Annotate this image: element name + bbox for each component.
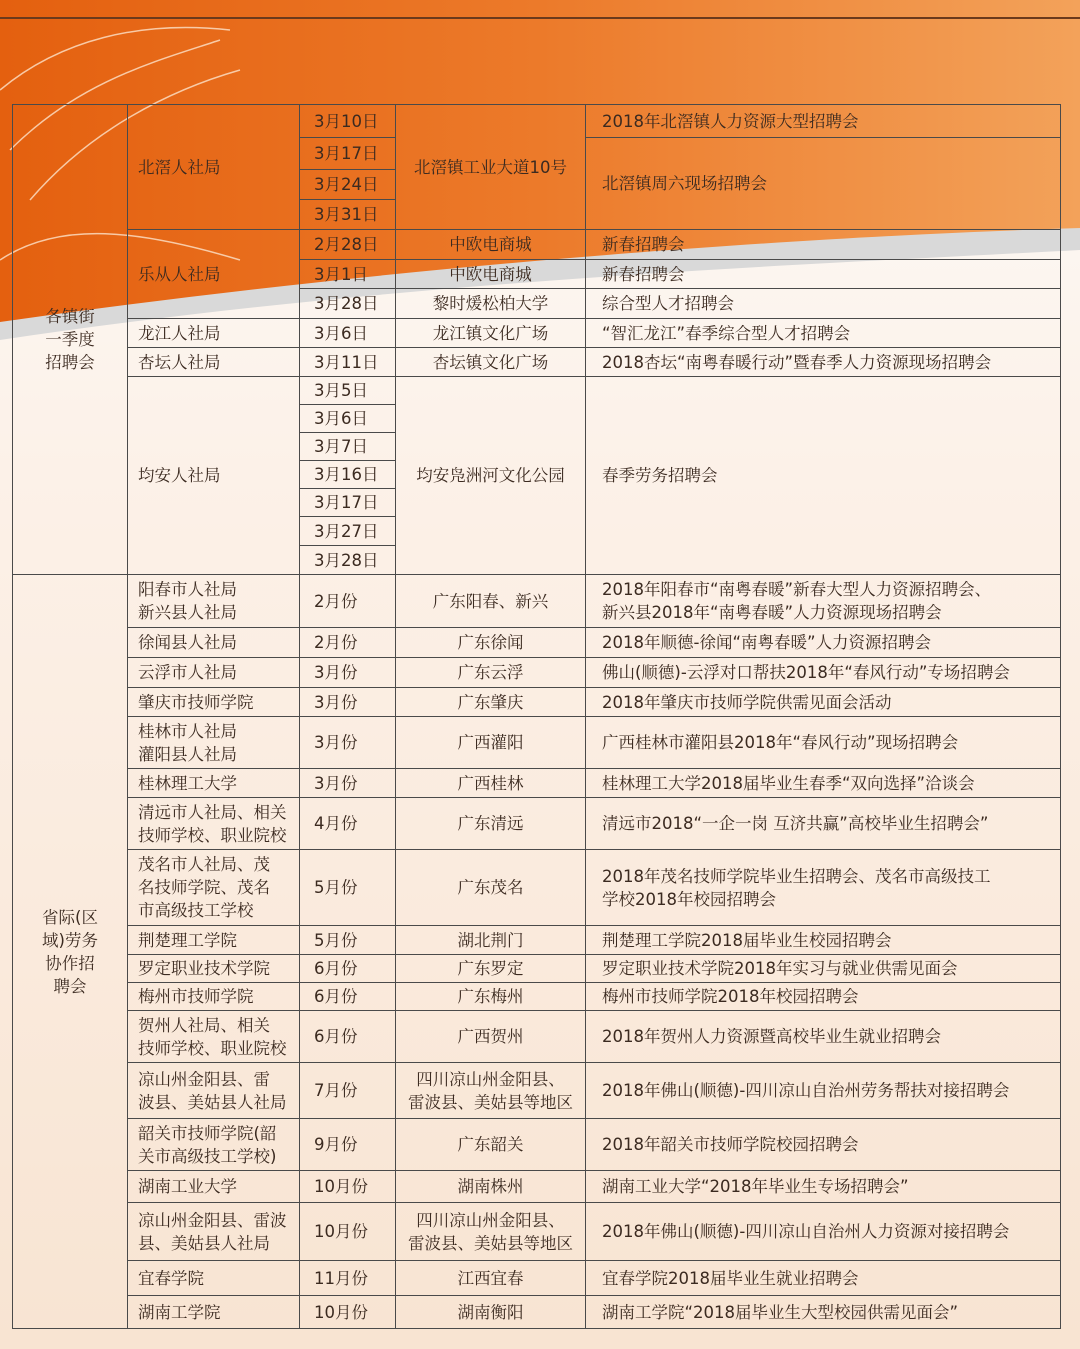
location-cell: 湖北荆门 <box>396 926 586 955</box>
location-cell: 广西桂林 <box>396 769 586 798</box>
event-name-cell: 2018年韶关市技师学院校园招聘会 <box>586 1119 1061 1171</box>
date-cell: 3月28日 <box>300 546 396 575</box>
table-row <box>13 1011 1061 1063</box>
event-name-cell: 宜春学院2018届毕业生就业招聘会 <box>586 1261 1061 1296</box>
location-cell: 杏坛镇文化广场 <box>396 348 586 377</box>
organizer-cell: 北滘人社局 <box>128 105 300 230</box>
date-cell: 3月份 <box>300 717 396 769</box>
date-cell: 6月份 <box>300 955 396 983</box>
organizer-cell: 罗定职业技术学院 <box>128 955 300 983</box>
date-cell: 3月7日 <box>300 433 396 461</box>
event-name-cell: 桂林理工大学2018届毕业生春季“双向选择”洽谈会 <box>586 769 1061 798</box>
table-row <box>13 319 1061 348</box>
organizer-cell: 均安人社局 <box>128 377 300 575</box>
date-cell: 6月份 <box>300 983 396 1011</box>
location-cell: 广东茂名 <box>396 850 586 926</box>
event-name-cell: 清远市2018“一企一岗 互济共赢”高校毕业生招聘会” <box>586 798 1061 850</box>
table-row <box>13 926 1061 955</box>
location-cell: 广东罗定 <box>396 955 586 983</box>
date-cell: 10月份 <box>300 1296 396 1329</box>
date-cell: 6月份 <box>300 1011 396 1063</box>
event-name-cell: 湖南工学院“2018届毕业生大型校园供需见面会” <box>586 1296 1061 1329</box>
event-name-cell: 2018年顺德-徐闻“南粤春暖”人力资源招聘会 <box>586 628 1061 658</box>
organizer-cell: 阳春市人社局 新兴县人社局 <box>128 575 300 628</box>
date-cell: 9月份 <box>300 1119 396 1171</box>
date-cell: 3月27日 <box>300 517 396 546</box>
recruitment-schedule-table <box>12 104 1061 1329</box>
location-cell: 江西宜春 <box>396 1261 586 1296</box>
table-row <box>13 688 1061 717</box>
event-name-cell: 湖南工业大学“2018年毕业生专场招聘会” <box>586 1171 1061 1203</box>
date-cell: 3月份 <box>300 688 396 717</box>
event-name-cell: 春季劳务招聘会 <box>586 377 1061 575</box>
table-row <box>13 717 1061 769</box>
table-row <box>13 955 1061 983</box>
date-cell: 3月5日 <box>300 377 396 405</box>
event-name-cell: 2018年贺州人力资源暨高校毕业生就业招聘会 <box>586 1011 1061 1063</box>
table-row <box>13 850 1061 926</box>
event-name-cell: 2018年佛山(顺德)-四川凉山自治州劳务帮扶对接招聘会 <box>586 1063 1061 1119</box>
location-cell: 广东梅州 <box>396 983 586 1011</box>
table-row <box>13 1119 1061 1171</box>
location-cell: 广东韶关 <box>396 1119 586 1171</box>
location-cell: 北滘镇工业大道10号 <box>396 105 586 230</box>
date-cell: 3月份 <box>300 769 396 798</box>
date-cell: 3月17日 <box>300 138 396 170</box>
event-name-cell: 广西桂林市灌阳县2018年“春风行动”现场招聘会 <box>586 717 1061 769</box>
table-row <box>13 230 1061 260</box>
event-name-cell: 新春招聘会 <box>586 260 1061 289</box>
organizer-cell: 荆楚理工学院 <box>128 926 300 955</box>
date-cell: 3月1日 <box>300 260 396 289</box>
event-name-cell: 2018杏坛“南粤春暖行动”暨春季人力资源现场招聘会 <box>586 348 1061 377</box>
table-row <box>13 1203 1061 1261</box>
event-name-cell: 2018年肇庆市技师学院供需见面会活动 <box>586 688 1061 717</box>
table-row <box>13 769 1061 798</box>
header-rule <box>0 17 1080 19</box>
date-cell: 2月份 <box>300 575 396 628</box>
date-cell: 2月28日 <box>300 230 396 260</box>
organizer-cell: 凉山州金阳县、雷波 县、美姑县人社局 <box>128 1203 300 1261</box>
table-row <box>13 575 1061 628</box>
date-cell: 3月10日 <box>300 105 396 138</box>
location-cell: 广东云浮 <box>396 658 586 688</box>
organizer-cell: 杏坛人社局 <box>128 348 300 377</box>
date-cell: 3月28日 <box>300 289 396 319</box>
location-cell: 广东徐闻 <box>396 628 586 658</box>
organizer-cell: 茂名市人社局、茂 名技师学院、茂名 市高级技工学校 <box>128 850 300 926</box>
date-cell: 7月份 <box>300 1063 396 1119</box>
organizer-cell: 韶关市技师学院(韶 关市高级技工学校) <box>128 1119 300 1171</box>
table-row <box>13 628 1061 658</box>
location-cell: 四川凉山州金阳县、 雷波县、美姑县等地区 <box>396 1063 586 1119</box>
table-row <box>13 798 1061 850</box>
organizer-cell: 徐闻县人社局 <box>128 628 300 658</box>
organizer-cell: 云浮市人社局 <box>128 658 300 688</box>
date-cell: 3月16日 <box>300 461 396 489</box>
location-cell: 广东肇庆 <box>396 688 586 717</box>
organizer-cell: 肇庆市技师学院 <box>128 688 300 717</box>
date-cell: 11月份 <box>300 1261 396 1296</box>
event-name-cell: 新春招聘会 <box>586 230 1061 260</box>
table-row <box>13 105 1061 138</box>
organizer-cell: 凉山州金阳县、雷 波县、美姑县人社局 <box>128 1063 300 1119</box>
organizer-cell: 湖南工业大学 <box>128 1171 300 1203</box>
organizer-cell: 龙江人社局 <box>128 319 300 348</box>
table-row <box>13 1171 1061 1203</box>
organizer-cell: 梅州市技师学院 <box>128 983 300 1011</box>
location-cell: 黎时煖松柏大学 <box>396 289 586 319</box>
event-name-cell: 综合型人才招聘会 <box>586 289 1061 319</box>
location-cell: 广东清远 <box>396 798 586 850</box>
location-cell: 广西灌阳 <box>396 717 586 769</box>
location-cell: 均安凫洲河文化公园 <box>396 377 586 575</box>
location-cell: 广东阳春、新兴 <box>396 575 586 628</box>
date-cell: 3月份 <box>300 658 396 688</box>
location-cell: 中欧电商城 <box>396 230 586 260</box>
location-cell: 四川凉山州金阳县、 雷波县、美姑县等地区 <box>396 1203 586 1261</box>
event-name-cell: 荆楚理工学院2018届毕业生校园招聘会 <box>586 926 1061 955</box>
date-cell: 10月份 <box>300 1203 396 1261</box>
location-cell: 龙江镇文化广场 <box>396 319 586 348</box>
event-name-cell: “智汇龙江”春季综合型人才招聘会 <box>586 319 1061 348</box>
date-cell: 3月31日 <box>300 200 396 230</box>
organizer-cell: 桂林理工大学 <box>128 769 300 798</box>
date-cell: 10月份 <box>300 1171 396 1203</box>
date-cell: 2月份 <box>300 628 396 658</box>
date-cell: 3月17日 <box>300 489 396 517</box>
section-label: 省际(区 域)劳务 协作招 聘会 <box>13 575 128 1329</box>
date-cell: 3月24日 <box>300 170 396 200</box>
location-cell: 广西贺州 <box>396 1011 586 1063</box>
date-cell: 5月份 <box>300 926 396 955</box>
date-cell: 3月6日 <box>300 405 396 433</box>
event-name-cell: 佛山(顺德)-云浮对口帮扶2018年“春风行动”专场招聘会 <box>586 658 1061 688</box>
organizer-cell: 桂林市人社局 灌阳县人社局 <box>128 717 300 769</box>
event-name-cell: 2018年茂名技师学院毕业生招聘会、茂名市高级技工 学校2018年校园招聘会 <box>586 850 1061 926</box>
table-row <box>13 1063 1061 1119</box>
date-cell: 3月11日 <box>300 348 396 377</box>
event-name-cell: 2018年阳春市“南粤春暖”新春大型人力资源招聘会、 新兴县2018年“南粤春暖”人力资源现场招聘会 <box>586 575 1061 628</box>
table-row <box>13 1261 1061 1296</box>
organizer-cell: 湖南工学院 <box>128 1296 300 1329</box>
event-name-cell: 梅州市技师学院2018年校园招聘会 <box>586 983 1061 1011</box>
location-cell: 湖南衡阳 <box>396 1296 586 1329</box>
date-cell: 4月份 <box>300 798 396 850</box>
table-row <box>13 983 1061 1011</box>
event-name-cell: 北滘镇周六现场招聘会 <box>586 138 1061 230</box>
organizer-cell: 乐从人社局 <box>128 230 300 319</box>
event-name-cell: 2018年北滘镇人力资源大型招聘会 <box>586 105 1061 138</box>
organizer-cell: 贺州人社局、相关 技师学校、职业院校 <box>128 1011 300 1063</box>
table-row <box>13 1296 1061 1329</box>
table-row <box>13 377 1061 405</box>
event-name-cell: 罗定职业技术学院2018年实习与就业供需见面会 <box>586 955 1061 983</box>
location-cell: 中欧电商城 <box>396 260 586 289</box>
table-row <box>13 348 1061 377</box>
location-cell: 湖南株州 <box>396 1171 586 1203</box>
section-label: 各镇街 一季度 招聘会 <box>13 105 128 575</box>
table-row <box>13 658 1061 688</box>
organizer-cell: 宜春学院 <box>128 1261 300 1296</box>
organizer-cell: 清远市人社局、相关 技师学校、职业院校 <box>128 798 300 850</box>
date-cell: 3月6日 <box>300 319 396 348</box>
date-cell: 5月份 <box>300 850 396 926</box>
event-name-cell: 2018年佛山(顺德)-四川凉山自治州人力资源对接招聘会 <box>586 1203 1061 1261</box>
